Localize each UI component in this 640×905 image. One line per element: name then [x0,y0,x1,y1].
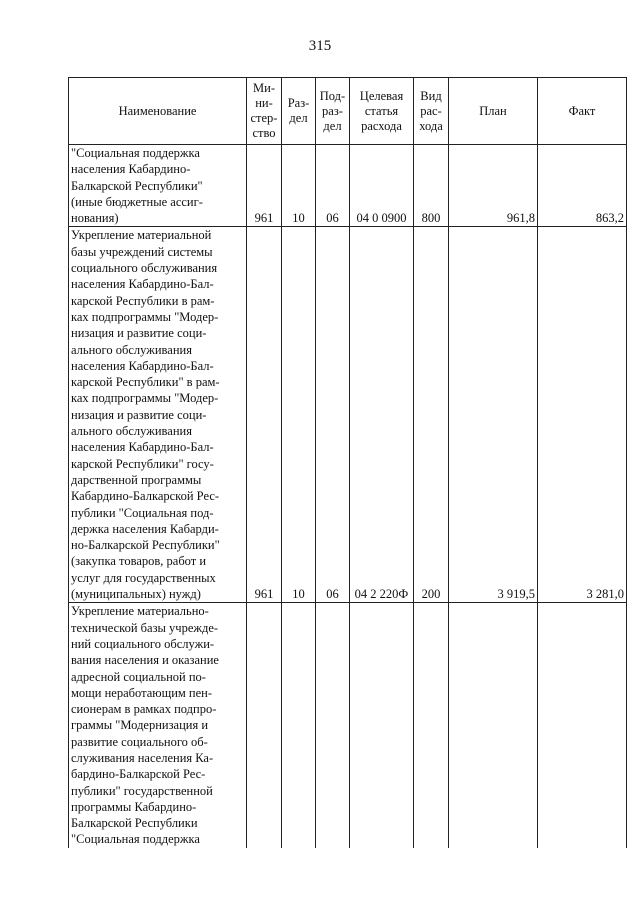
row-name: "Социальная поддержка населения Кабардино- Балкарской Республики" (иные бюджетные ассиг- нования) [69,145,247,227]
row-section: 10 [282,227,316,603]
header-section: Раз- дел [282,78,316,145]
row-type [414,603,449,848]
header-target: Целевая статья расхода [350,78,414,145]
row-subsection [316,603,350,848]
header-fact: Факт [538,78,627,145]
header-ministry: Ми- ни- стер- ство [247,78,282,145]
row-ministry: 961 [247,145,282,227]
row-type: 200 [414,227,449,603]
row-section: 10 [282,145,316,227]
table-row [69,145,627,227]
row-fact: 3 281,0 [538,227,627,603]
row-target [350,603,414,848]
row-ministry: 961 [247,227,282,603]
row-type: 800 [414,145,449,227]
row-ministry [247,603,282,848]
row-subsection: 06 [316,227,350,603]
row-section [282,603,316,848]
header-subsection: Под- раз- дел [316,78,350,145]
budget-table [68,77,627,848]
header-type: Вид рас- хода [414,78,449,145]
row-plan: 961,8 [449,145,538,227]
row-target: 04 2 220Ф [350,227,414,603]
row-subsection: 06 [316,145,350,227]
row-fact: 863,2 [538,145,627,227]
header-plan: План [449,78,538,145]
table-row [69,227,627,603]
table-header-row [69,78,627,145]
row-target: 04 0 0900 [350,145,414,227]
row-name: Укрепление материальной базы учреждений системы социального обслуживания населения Кабардино-Бал- карской Республики в рам- ках подпрограммы "Модер- низация и развитие соци- ального обслуживания населения Кабардино-Бал- карской Республики" в рам- ках подпрограммы "Модер- низация и развитие соци- ального обслуживания населения Кабардино-Бал- карской Республики" госу- дарственной программы Кабардино-Балкарской Рес- публики "Социальная под- держка населения Кабарди- но-Балкарской Республики" (закупка товаров, работ и услуг для государственных (муниципальных) нужд) [69,227,247,603]
header-name: Наименование [69,78,247,145]
row-name: Укрепление материально- технической базы учрежде- ний социального обслужи- вания населения и оказание адресной социальной по- мощи неработающим пен- сионерам в рамках подпро- граммы "Модернизация и развитие социального об- служивания населения Ка- бардино-Балкарской Рес- публики" государственной программы Кабардино- Балкарской Республики "Социальная поддержка [69,603,247,848]
row-plan [449,603,538,848]
row-plan: 3 919,5 [449,227,538,603]
row-fact [538,603,627,848]
table-row [69,603,627,848]
page-number: 315 [308,38,332,54]
